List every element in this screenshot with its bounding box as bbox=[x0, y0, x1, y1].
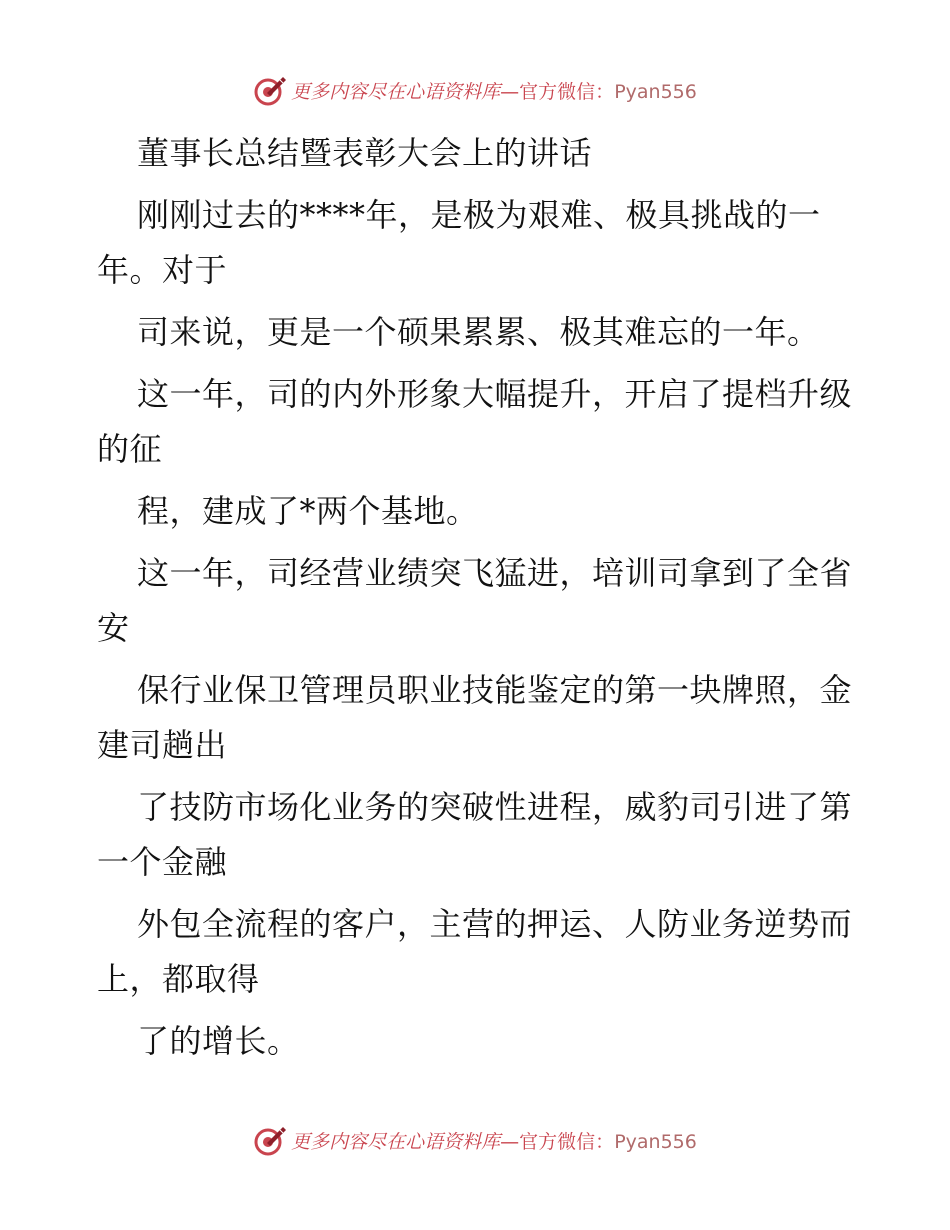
paragraph: 了技防市场化业务的突破性进程，威豹司引进了第一个金融 bbox=[97, 788, 853, 881]
paragraph: 保行业保卫管理员职业技能鉴定的第一块牌照，金建司趟出 bbox=[97, 671, 853, 764]
paragraph: 这一年，司经营业绩突飞猛进，培训司拿到了全省安 bbox=[97, 554, 853, 647]
paragraph: 司来说，更是一个硕果累累、极其难忘的一年。 bbox=[137, 313, 820, 351]
header-banner bbox=[0, 70, 950, 110]
document-body bbox=[97, 126, 857, 1076]
document-title: 董事长总结暨表彰大会上的讲话 bbox=[137, 134, 593, 172]
paragraph: 外包全流程的客户，主营的押运、人防业务逆势而上，都取得 bbox=[97, 905, 853, 998]
header-banner-text: 更多内容尽在心语资料库—官方微信：Pyan556 bbox=[291, 80, 697, 103]
footer-banner-text: 更多内容尽在心语资料库—官方微信：Pyan556 bbox=[291, 1130, 697, 1153]
paragraph: 这一年，司的内外形象大幅提升，开启了提档升级的征 bbox=[97, 375, 853, 468]
paragraph: 刚刚过去的****年，是极为艰难、极具挑战的一年。对于 bbox=[97, 196, 821, 289]
pen-logo-icon bbox=[253, 73, 287, 107]
paragraph: 程，建成了*两个基地。 bbox=[137, 492, 479, 530]
paragraph: 了的增长。 bbox=[137, 1022, 300, 1060]
footer-banner bbox=[0, 1120, 950, 1160]
pen-logo-icon bbox=[253, 1123, 287, 1157]
